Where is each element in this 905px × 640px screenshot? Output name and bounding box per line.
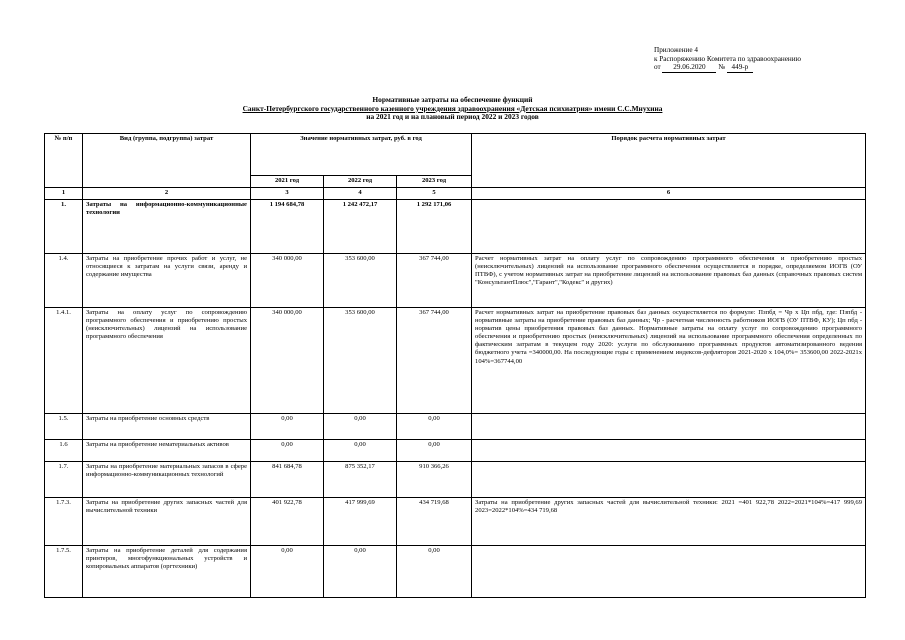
row-method: Расчет нормативных затрат на оплату услуг по сопровождению программного обеспечения и приобретению простых (неисключительных) лицензий на использование программного обеспечения осуществляется в порядке, определяемом ИОГВ (ОУ ПТВФ), с учетом нормативных затрат на приобретение лицензий на использование правовых баз данных (справочных правовых систем "КонсультантПлюс","Гарант","Кодекс" и других): [472, 254, 866, 308]
row-type: Затраты на информационно-коммуникационные технологии: [83, 200, 251, 254]
col-number: 5: [397, 188, 472, 200]
row-2023: 1 292 171,06: [397, 200, 472, 254]
col-header-num: № п/п: [45, 134, 83, 188]
row-num: 1.6: [45, 440, 83, 462]
appendix-date-line: [654, 63, 801, 73]
row-method: Расчет нормативных затрат на приобретение правовых баз данных осуществляется по формуле: Пзпбд = Чр x Цп пбд, где: Пзпбд - нормативные затраты на приобретение правовых баз данных; Чр - расчетная численность работников ИОГВ (ОУ ПТВФ, КУ); Цп пбд - норматив цены приобретения правовых баз данных. Нормативные затраты на оплату услуг по сопровождению программного обеспечения и приобретению простых (неисключительных) лицензий на использование программного обеспечения определенных по фактическим затратам в текущем году 2020: услуги по обслуживанию программных продуктов автоматизированного ведения бюджетного учета =340000,00. На последующие годы с применением индексов-дефляторов 2021-2020 x 104,0%= 353600,00 2022-2021x 104%=367744,00: [472, 308, 866, 414]
row-method: [472, 440, 866, 462]
document-header: [0, 96, 905, 122]
row-num: 1.7.3.: [45, 498, 83, 546]
col-number: 1: [45, 188, 83, 200]
organization-name: Санкт-Петербургского государственного казенного учреждения здравоохранения «Детская психиатрия» имени С.С.Мнухина: [242, 103, 663, 113]
row-method: [472, 462, 866, 498]
table-row: [45, 254, 866, 308]
table-row: [45, 498, 866, 546]
row-type: Затраты на оплату услуг по сопровождению программного обеспечения и приобретению простых (неисключительных) лицензий на использование программного обеспечения: [83, 308, 251, 414]
col-header-type: Вид (группа, подгруппа) затрат: [83, 134, 251, 188]
table-row: [45, 414, 866, 440]
col-number: 2: [83, 188, 251, 200]
col-header-2022: 2022 год: [324, 176, 397, 188]
row-2022: 353 600,00: [324, 254, 397, 308]
row-num: 1.4.1.: [45, 308, 83, 414]
row-type: Затраты на приобретение прочих работ и услуг, не относящиеся к затратам на услуги связи, аренду и содержание имущества: [83, 254, 251, 308]
row-type: Затраты на приобретение деталей для содержания принтеров, многофункциональных устройств и копировальных аппаратов (оргтехники): [83, 546, 251, 598]
col-number: 6: [472, 188, 866, 200]
row-type: Затраты на приобретение материальных запасов в сфере информационно-коммуникационных технологий: [83, 462, 251, 498]
row-2021: 1 194 684,78: [251, 200, 324, 254]
row-num: 1.: [45, 200, 83, 254]
table-header-row: [45, 134, 866, 176]
table-row: [45, 200, 866, 254]
row-2021: 0,00: [251, 440, 324, 462]
row-2023: 910 366,26: [397, 462, 472, 498]
appendix-no-label: №: [718, 63, 726, 72]
row-2022: 417 999,69: [324, 498, 397, 546]
row-2022: 875 352,17: [324, 462, 397, 498]
row-2023: 0,00: [397, 414, 472, 440]
row-2022: 0,00: [324, 414, 397, 440]
col-header-values: Значение нормативных затрат, руб. в год: [251, 134, 472, 176]
document-title: Нормативные затраты на обеспечение функций: [372, 95, 533, 104]
appendix-date: 29.06.2020: [662, 63, 716, 73]
table-row: [45, 440, 866, 462]
row-2021: 340 000,00: [251, 254, 324, 308]
row-2023: 367 744,00: [397, 308, 472, 414]
cost-norms-table: [44, 133, 866, 598]
table-row: [45, 308, 866, 414]
col-header-2021: 2021 год: [251, 176, 324, 188]
appendix-ot-label: от: [654, 63, 661, 72]
appendix-note: [654, 46, 801, 73]
row-method: [472, 546, 866, 598]
row-num: 1.4.: [45, 254, 83, 308]
row-2022: 353 600,00: [324, 308, 397, 414]
row-num: 1.5.: [45, 414, 83, 440]
row-2021: 841 684,78: [251, 462, 324, 498]
col-number: 4: [324, 188, 397, 200]
period-line: на 2021 год и на плановый период 2022 и 2023 годов: [366, 112, 539, 122]
row-type: Затраты на приобретение основных средств: [83, 414, 251, 440]
row-num: 1.7.5.: [45, 546, 83, 598]
col-header-method: Порядок расчета нормативных затрат: [472, 134, 866, 188]
appendix-number: 449-р: [727, 63, 753, 73]
row-2021: 0,00: [251, 414, 324, 440]
row-method: [472, 200, 866, 254]
row-type: Затраты на приобретение нематериальных активов: [83, 440, 251, 462]
row-type: Затраты на приобретение других запасных частей для вычислительной техники: [83, 498, 251, 546]
col-header-2023: 2023 год: [397, 176, 472, 188]
appendix-title: Приложение 4: [654, 46, 698, 54]
row-2022: 0,00: [324, 546, 397, 598]
row-2021: 340 000,00: [251, 308, 324, 414]
row-2023: 0,00: [397, 440, 472, 462]
row-num: 1.7.: [45, 462, 83, 498]
row-method: Затраты на приобретение других запасных частей для вычислительной техники: 2021 =401 922,78 2022=2021*104%=417 999,69 2023=2022*104%=434 719,68: [472, 498, 866, 546]
row-2021: 0,00: [251, 546, 324, 598]
column-numbers-row: [45, 188, 866, 200]
row-2023: 434 719,68: [397, 498, 472, 546]
row-2022: 1 242 472,17: [324, 200, 397, 254]
col-number: 3: [251, 188, 324, 200]
row-2023: 0,00: [397, 546, 472, 598]
row-2022: 0,00: [324, 440, 397, 462]
row-2021: 401 922,78: [251, 498, 324, 546]
row-method: [472, 414, 866, 440]
row-2023: 367 744,00: [397, 254, 472, 308]
table-row: [45, 546, 866, 598]
table-row: [45, 462, 866, 498]
appendix-reference: к Распоряжению Комитета по здравоохранению: [654, 54, 801, 63]
